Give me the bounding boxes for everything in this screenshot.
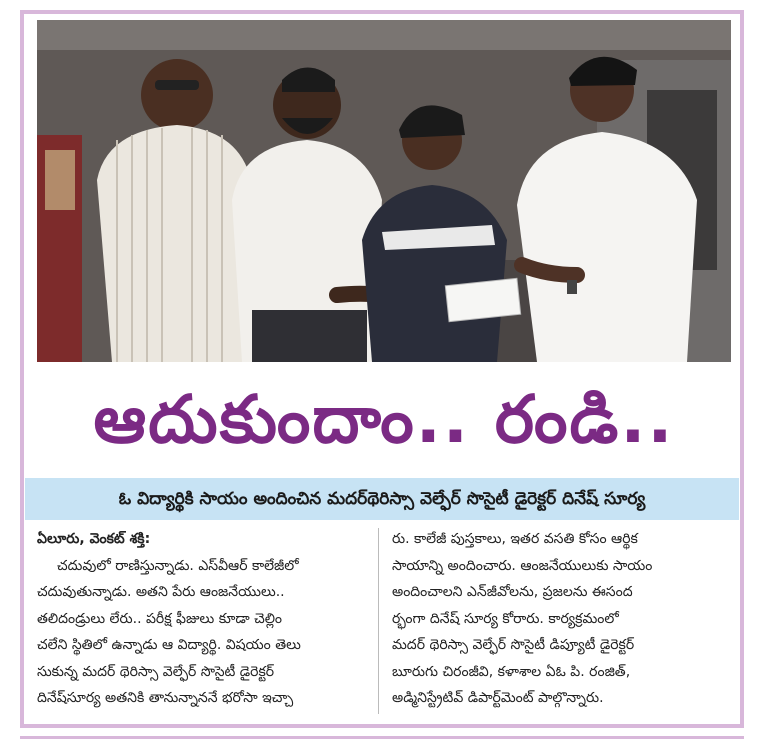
photo-illustration [37,20,731,362]
body-line: రు. కాలేజీ పుస్తకాలు, ఇతర వసతి కోసం ఆర్థిక [392,531,638,547]
bottom-divider [20,736,744,739]
body-line: సుకున్న మదర్ థెరిస్సా వెల్ఫేర్ సొసైటీ డైరెక్టర్ [37,663,275,680]
body-line: చదువుతున్నాడు. అతని పేరు ఆంజనేయులు.. [37,584,285,600]
body-line: బూరుగు చిరంజీవి, కళాశాల ఏఓ పి. రంజిత్, [392,663,631,680]
article-column-right [392,526,731,712]
headline: ఆదుకుందాం.. రండి.. [93,381,675,458]
body-line: చదువులో రాణిస్తున్నాడు. ఎస్‌వీఆర్ కాలేజీలో [57,557,299,574]
article-column-left [37,526,368,712]
body-line: చలేని స్థితిలో ఉన్నాడు ఆ విద్యార్థి. విషయం తెలు [37,637,301,653]
body-line: అడ్మినిస్ట్రేటివ్ డిపార్ట్‌మెంట్ పాల్గొన్నారు. [392,690,604,706]
subheadline: ఓ విద్యార్థికి సాయం అందించిన మదర్‌థెరిస్సా వెల్ఫేర్ సొసైటీ డైరెక్టర్ దినేష్ సూర్య [25,478,739,520]
body-line: సాయాన్ని అందించారు. ఆంజనేయులుకు సాయం [392,557,653,574]
column-divider [378,528,379,714]
body-line: ర్భంగా దినేష్ సూర్య కోరారు. కార్యక్రమంలో [392,610,619,627]
body-line: దినేష్‌సూర్య అతనికి తానున్నాననే భరోసా ఇచ్చా [37,690,294,706]
body-line: అందించాలని ఎన్‌జీవోలను, ప్రజలను ఈసంద [392,584,633,600]
dateline: ఏలూరు, వెంకట్ శక్తి: [37,531,151,547]
body-line: మదర్ థెరిస్సా వెల్ఫేర్ సొసైటీ డిప్యూటీ డైరెక్టర్ [392,637,635,653]
body-line: తలిదండ్రులు లేరు.. పరీక్ష ఫీజులు కూడా చెల్లిం [37,610,283,627]
news-photo [37,20,731,362]
